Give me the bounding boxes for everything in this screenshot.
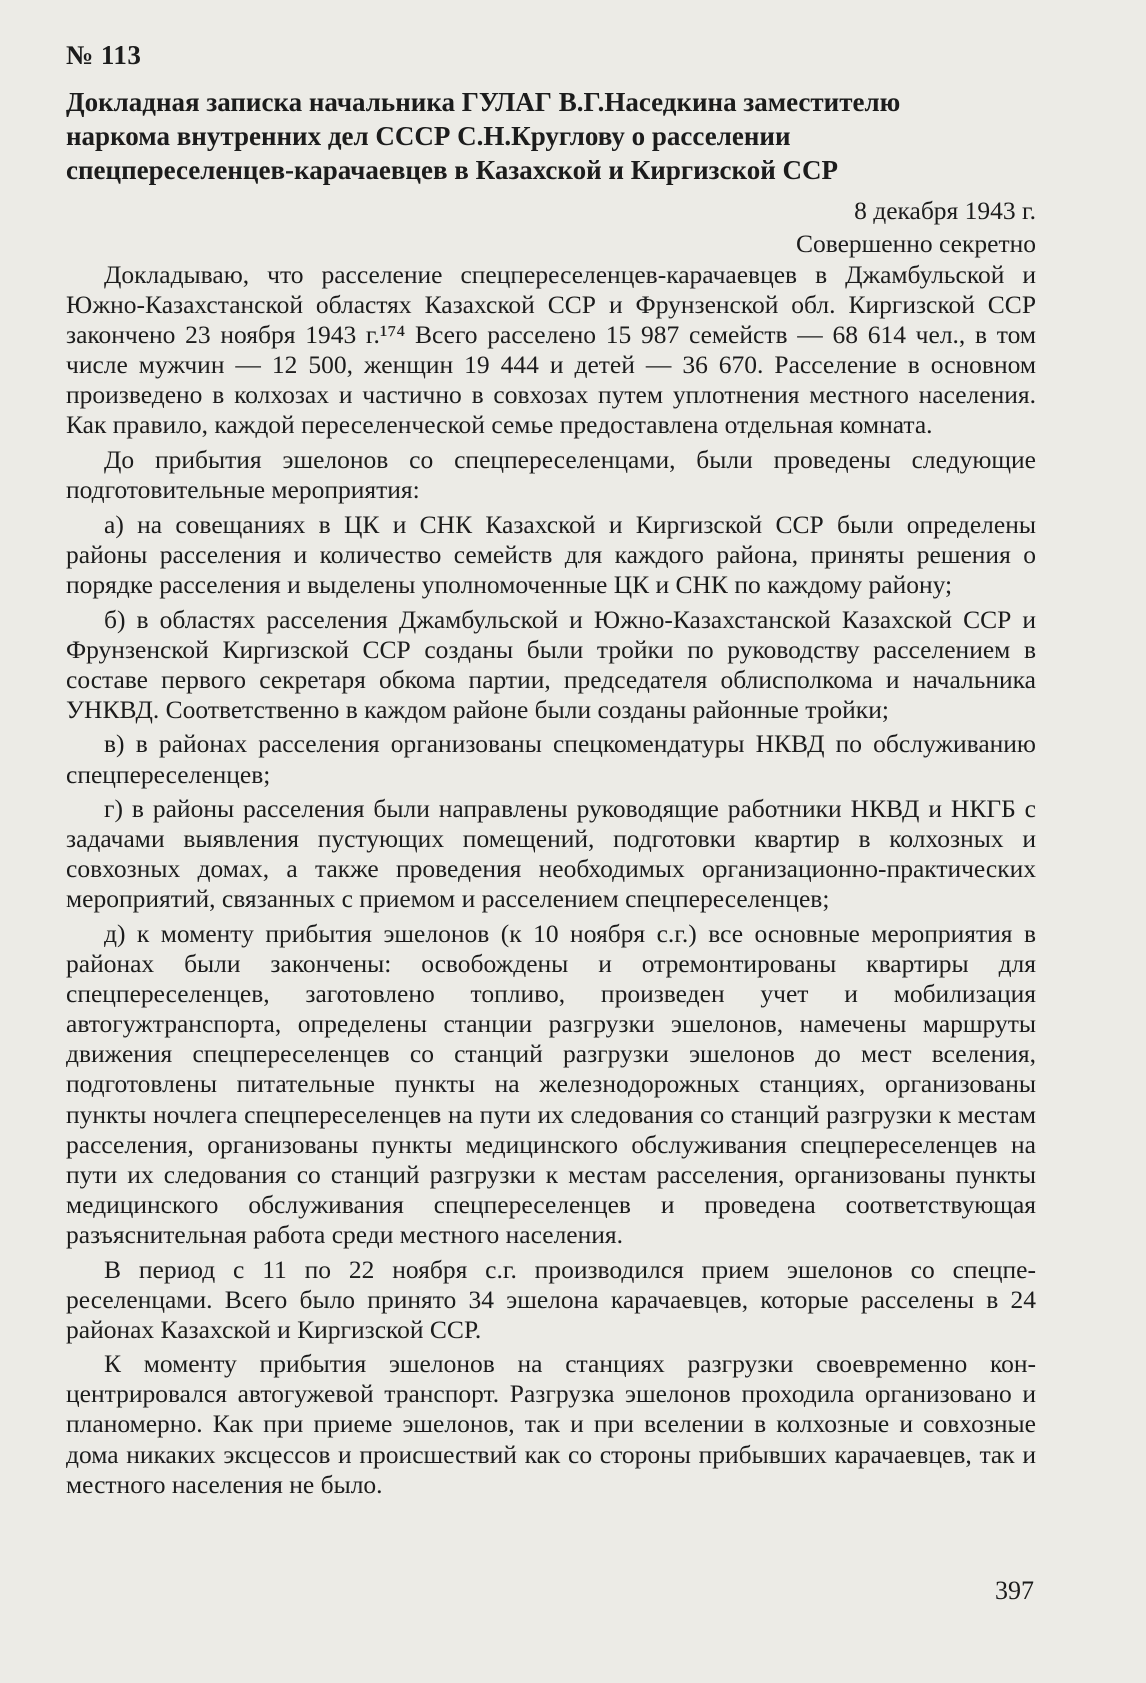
- classification-mark: Совершенно секретно: [795, 229, 1036, 258]
- paragraph: В период с 11 по 22 ноября с.г. производился прием эшелонов со спецпереселенцами. Всего было принято 34 эшелона карачаевцев, которые расселены в 24 районах Казахской и Киргизской ССР.: [66, 1254, 1036, 1344]
- paragraph: д) к моменту прибытия эшелонов (к 10 ноября с.г.) все основные мероприятия в районах были закончены: освобождены и отремонтированы квартиры для спецпереселенцев, заготовлено топливо, произведен учет и мобилизация автогужтранспорта, определены станции разгрузки эшелонов, намечены маршруты движения спецпереселенцев со станций разгрузки эшелонов до мест вселения, подготовлены питательные пункты на железнодорожных станциях, организованы пункты ночлега спецпереселенцев на пути их следования со станций разгрузки к местам расселения, организованы пункты медицинского обслуживания спецпереселенцев на пути их следования со станций разгрузки к местам расселения, организованы пункты медицинского обслуживания спецпереселенцев и проведена соответствующая разъяснительная работа среди местного населения.: [66, 918, 1036, 1249]
- paragraph: а) на совещаниях в ЦК и СНК Казахской и Киргизской ССР были определены районы расселения и количество семейств для каждого района, приняты решения о порядке расселения и выделены уполномоченные ЦК и СНК по каждому району;: [66, 509, 1036, 599]
- paragraph: б) в областях расселения Джамбульской и Южно-Казахстанской Казахской ССР и Фрунзенской Киргизской ССР созданы были тройки по руководству расселением в составе первого секретаря обкома партии, председателя облисполкома и начальника УНКВД. Соответственно в каждом районе были созданы районные тройки;: [66, 604, 1036, 724]
- page-number: 397: [995, 1576, 1034, 1605]
- title-line: наркома внутренних дел СССР С.Н.Круглову о расселении: [66, 121, 791, 151]
- paragraph: Докладываю, что расселение спецпереселенцев-карачаевцев в Джамбульской и Южно-Казахстанской областях Казахской ССР и Фрунзенской обл. Киргизской ССР закончено 23 ноября 1943 г.¹⁷⁴ Всего расселено 15 987 семейств — 68 614 чел., в том числе мужчин — 12 500, женщин 19 444 и детей — 36 670. Расселение в основном произведено в колхозах и частично в совхозах путем уплотнения местного населения. Как правило, каждой переселенческой семье предоставлена отдельная комната.: [66, 260, 1036, 440]
- title-line: Докладная записка начальника ГУЛАГ В.Г.Наседкина заместителю: [66, 87, 901, 117]
- paragraph: г) в районы расселения были направлены руководящие работники НКВД и НКГБ с задачами выявления пустующих помещений, подготовки квартир в колхозных и совхозных домах, а также проведения необходимых организационно-практических мероприятий, связанных с приемом и расселением спецпереселенцев;: [66, 794, 1036, 914]
- date-block: [796, 194, 1036, 260]
- document-number: № 113: [66, 40, 142, 70]
- document-date: 8 декабря 1943 г.: [854, 196, 1036, 225]
- document-title: [66, 85, 1066, 187]
- title-line: спецпереселенцев-карачаевцев в Казахской и Киргизской ССР: [66, 155, 839, 185]
- body-text: [66, 260, 1036, 1504]
- paragraph: К моменту прибытия эшелонов на станциях разгрузки своевременно концентрировался автогужевой транспорт. Разгрузка эшелонов проходила организовано и планомерно. Как при приеме эшелонов, так и при вселении в колхозные и совхозные дома никаких эксцессов и происшествий как со стороны прибывших карачаевцев, так и местного населения не было.: [66, 1349, 1036, 1499]
- paragraph: в) в районах расселения организованы спецкомендатуры НКВД по обслуживанию спецпереселенцев;: [66, 729, 1036, 789]
- paragraph: До прибытия эшелонов со спецпереселенцами, были проведены следующие подготовительные мероприятия:: [66, 445, 1036, 505]
